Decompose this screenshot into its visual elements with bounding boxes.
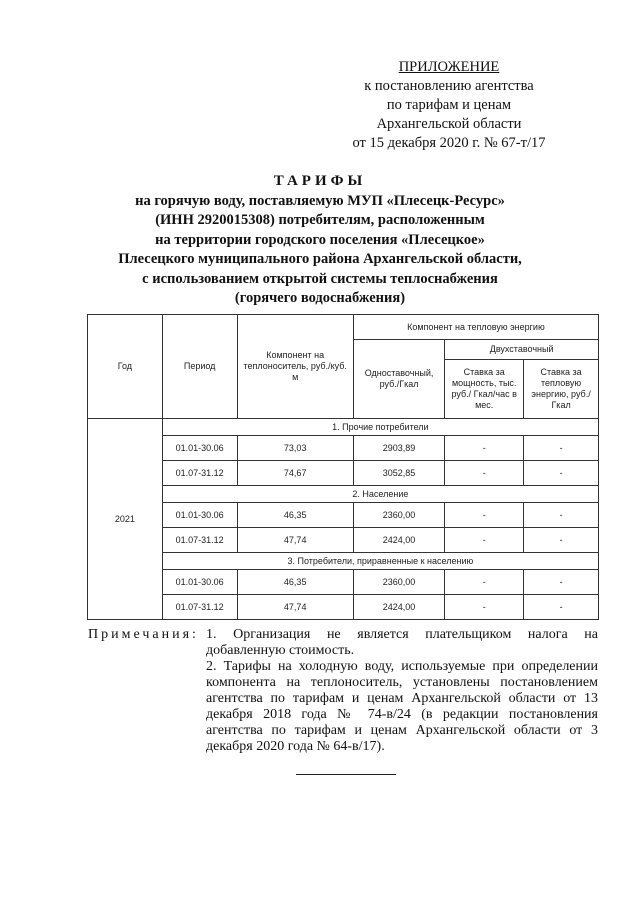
power-cell: -: [445, 436, 524, 461]
period-cell: 01.01-30.06: [162, 570, 237, 595]
header-two-part: Двухставочный: [445, 340, 599, 360]
power-cell: -: [445, 595, 524, 620]
header-power-rate: Ставка за мощность, тыс. руб./ Гкал/час в мес.: [445, 360, 524, 419]
period-cell: 01.07-31.12: [162, 528, 237, 553]
heat-cell: -: [524, 528, 599, 553]
title-heading: ТАРИФЫ: [273, 173, 367, 189]
heat-cell: -: [524, 503, 599, 528]
water-cell: 46,35: [237, 503, 353, 528]
power-cell: -: [445, 461, 524, 486]
title-line: (ИНН 2920015308) потребителям, расположенным: [155, 212, 485, 228]
closing-rule: [296, 774, 396, 775]
heat-cell: -: [524, 461, 599, 486]
one-part-cell: 2360,00: [353, 503, 444, 528]
year-cell: 2021: [88, 419, 163, 620]
table-row: [88, 461, 599, 486]
appendix-date: от 15 декабря 2020 г. № 67-т/17: [352, 135, 546, 151]
title-line: (горячего водоснабжения): [234, 290, 406, 306]
heat-cell: -: [524, 595, 599, 620]
table-row: [88, 570, 599, 595]
header-one-part: Одноставочный, руб./Гкал: [353, 340, 444, 419]
water-cell: 46,35: [237, 570, 353, 595]
appendix-line: Архангельской области: [376, 116, 522, 132]
table-row: [88, 436, 599, 461]
power-cell: -: [445, 503, 524, 528]
section-title: 1. Прочие потребители: [162, 419, 598, 436]
header-component-water: Компонент на теплоноситель, руб./куб. м: [237, 315, 353, 419]
appendix-heading: ПРИЛОЖЕНИЕ: [398, 59, 500, 75]
appendix-block: [334, 58, 564, 153]
one-part-cell: 2424,00: [353, 595, 444, 620]
water-cell: 73,03: [237, 436, 353, 461]
notes-items: [206, 627, 598, 755]
water-cell: 74,67: [237, 461, 353, 486]
title-line: Плесецкого муниципального района Архангельской области,: [118, 251, 522, 267]
appendix-line: к постановлению агентства: [364, 78, 534, 94]
table-row: [88, 503, 599, 528]
title-line: на горячую воду, поставляемую МУП «Плесецк-Ресурс»: [135, 192, 505, 209]
tariff-table: [87, 314, 599, 620]
note-item: 1. Организация не является плательщиком налога на добавленную стоимость.: [206, 627, 598, 658]
document-title: [60, 172, 580, 309]
water-cell: 47,74: [237, 528, 353, 553]
period-cell: 01.01-30.06: [162, 436, 237, 461]
heat-cell: -: [524, 436, 599, 461]
power-cell: -: [445, 528, 524, 553]
period-cell: 01.07-31.12: [162, 595, 237, 620]
header-component-heat: Компонент на тепловую энергию: [353, 315, 598, 340]
one-part-cell: 2903,89: [353, 436, 444, 461]
one-part-cell: 3052,85: [353, 461, 444, 486]
power-cell: -: [445, 570, 524, 595]
section-title: 3. Потребители, приравненные к населению: [162, 553, 598, 570]
table-row: [88, 528, 599, 553]
title-line: с использованием открытой системы теплоснабжения: [142, 270, 498, 287]
period-cell: 01.07-31.12: [162, 461, 237, 486]
one-part-cell: 2424,00: [353, 528, 444, 553]
heat-cell: -: [524, 570, 599, 595]
header-heat-rate: Ставка за тепловую энергию, руб./Гкал: [524, 360, 599, 419]
appendix-line: по тарифам и ценам: [386, 97, 512, 113]
table-row: [88, 595, 599, 620]
title-line: на территории городского поселения «Плесецкое»: [155, 231, 485, 248]
notes-label: Примечания:: [88, 627, 199, 642]
one-part-cell: 2360,00: [353, 570, 444, 595]
section-title: 2. Население: [162, 486, 598, 503]
header-period: Период: [162, 315, 237, 419]
header-year: Год: [88, 315, 163, 419]
period-cell: 01.01-30.06: [162, 503, 237, 528]
note-item: 2. Тарифы на холодную воду, используемые при определении компонента на теплоноситель, установлены постановлением агентства по тарифам и ценам Архангельской области от 13 декабря 2018 года № 74-в/24 (в редакции постановления агентства по тарифам и ценам Архангельской области от 3 декабря 2020 года № 64-в/17).: [206, 659, 598, 754]
water-cell: 47,74: [237, 595, 353, 620]
